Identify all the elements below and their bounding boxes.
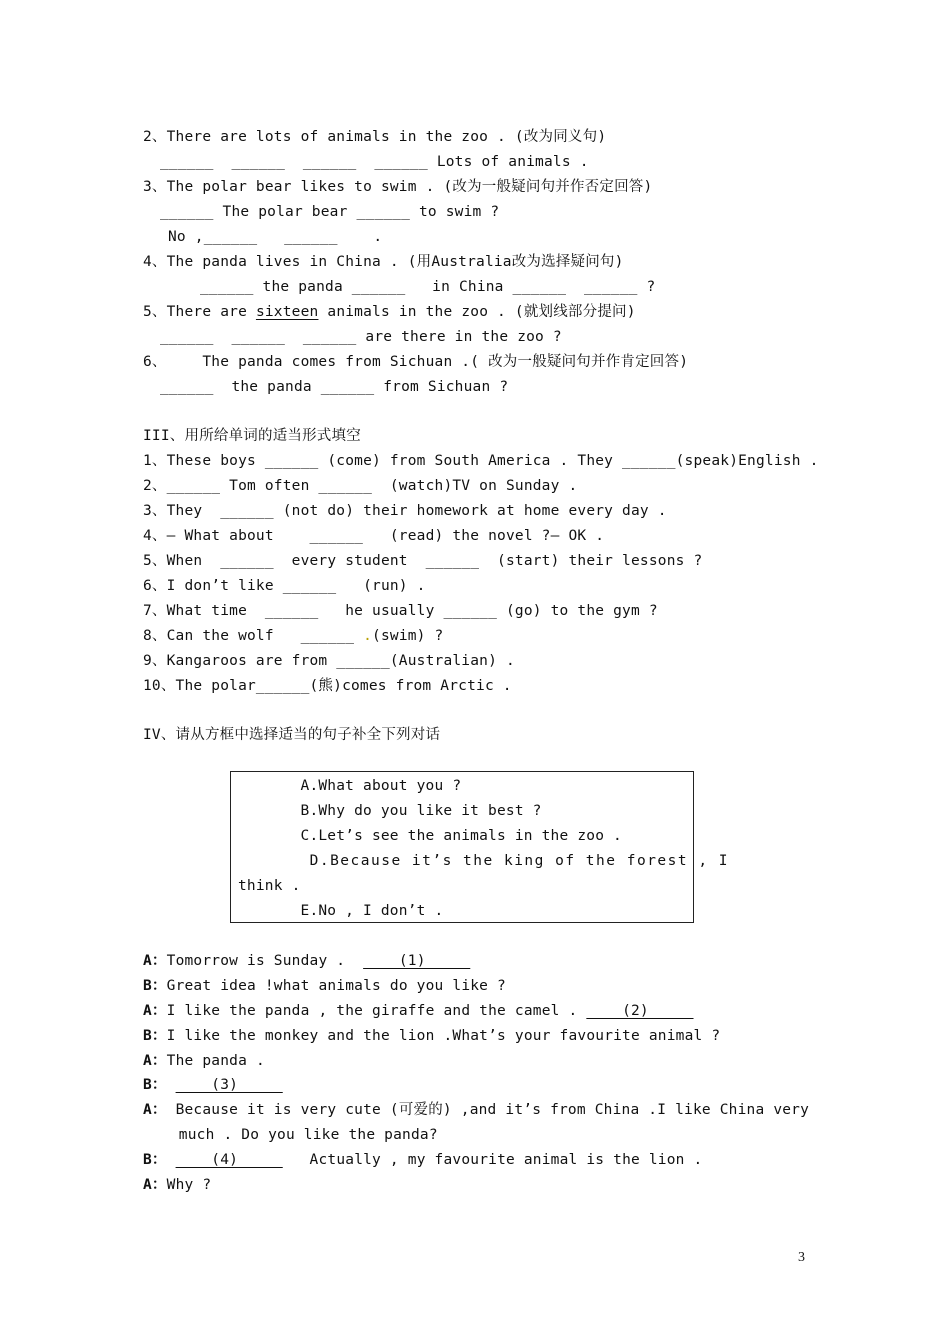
dialogue-line [152, 1126, 438, 1144]
fill-item-8-post: (swim) ? [372, 628, 444, 644]
speaker-label: A： [143, 1177, 167, 1193]
speaker-label: A： [143, 953, 167, 969]
dialogue-blank: (2) [586, 1003, 694, 1019]
fill-item-1: 1、These boys ______ (come) from South America . They ______(speak)English . [143, 453, 819, 469]
speaker-label: A： [143, 1053, 167, 1069]
fill-item-8-pre: 8、Can the wolf ______ [143, 628, 364, 644]
dialogue-line [143, 1002, 694, 1020]
dialogue-line [143, 977, 506, 995]
speaker-label: A： [143, 1102, 167, 1118]
dialogue-text: Tomorrow is Sunday . [166, 953, 364, 969]
fill-item-7: 7、What time ______ he usually ______ (go) to the gym ? [143, 603, 658, 619]
dialogue-line [143, 1101, 809, 1119]
section-4-heading: IV、请从方框中选择适当的句子补全下列对话 [143, 727, 441, 743]
dialogue-text: I like the monkey and the lion .What’s your favourite animal ? [166, 1028, 721, 1044]
question-4: 4、The panda lives in China . (用Australia改为选择疑问句) [143, 254, 624, 270]
answer-6: ______ the panda ______ from Sichuan ? [160, 379, 509, 395]
answer-4: ______ the panda ______ in China ______ ______ ? [200, 279, 656, 295]
section-3-heading: III、用所给单词的适当形式填空 [143, 428, 361, 444]
dialogue-line [143, 1151, 702, 1169]
question-5-pre: 5、There are [143, 304, 256, 320]
answer-3: ______ The polar bear ______ to swim ? [160, 204, 500, 220]
answer-3-reply: No ,______ ______ . [168, 229, 383, 245]
fill-item-5: 5、When ______ every student ______ (start) their lessons ? [143, 553, 703, 569]
question-3: 3、The polar bear likes to swim . (改为一般疑问句并作否定回答) [143, 179, 653, 195]
option-b: B.Why do you like it best ? [238, 803, 542, 819]
option-c: C.Let’s see the animals in the zoo . [238, 828, 622, 844]
dialogue-line [143, 1027, 720, 1045]
option-d: D.Because it’s the king of the forest , I [238, 853, 730, 869]
page-number: 3 [798, 1250, 805, 1265]
speaker-label: B： [143, 1028, 167, 1044]
speaker-label: B： [143, 1077, 167, 1093]
speaker-label: B： [143, 1152, 167, 1168]
fill-item-6: 6、I don’t like ______ (run) . [143, 578, 426, 594]
dialogue-line [143, 1076, 283, 1094]
question-5-post: animals in the zoo . (就划线部分提问) [318, 304, 636, 320]
speaker-label: B： [143, 978, 167, 994]
dialogue-text: Great idea !what animals do you like ? [166, 978, 506, 994]
dialogue-blank: (4) [175, 1152, 283, 1168]
dialogue-text: much . Do you like the panda? [152, 1127, 438, 1143]
question-5 [143, 303, 636, 321]
option-d-cont: think . [238, 878, 301, 894]
dialogue-line [143, 1176, 211, 1194]
dialogue-text [167, 1077, 176, 1093]
fill-item-8-dot: . [363, 628, 373, 644]
underlined-word: sixteen [255, 304, 319, 320]
dialogue-text [167, 1152, 176, 1168]
dialogue-blank: (1) [363, 953, 471, 969]
fill-item-3: 3、They ______ (not do) their homework at home every day . [143, 503, 667, 519]
dialogue-text: I like the panda , the giraffe and the camel . [166, 1003, 587, 1019]
option-e: E.No , I don’t . [238, 903, 444, 919]
answer-2: ______ ______ ______ ______ Lots of animals . [160, 154, 589, 170]
dialogue-text: The panda . [166, 1053, 265, 1069]
dialogue-text: Why ? [166, 1177, 212, 1193]
question-6: 6、 The panda comes from Sichuan .( 改为一般疑问句并作肯定回答) [143, 354, 689, 370]
answer-5: ______ ______ ______ are there in the zoo ? [160, 329, 562, 345]
option-a: A.What about you ? [238, 778, 462, 794]
dialogue-text: Because it is very cute (可爱的) ,and it’s from China .I like China very [166, 1102, 810, 1118]
dialogue-text-post: Actually , my favourite animal is the lion . [282, 1152, 703, 1168]
speaker-label: A： [143, 1003, 167, 1019]
fill-item-2: 2、______ Tom often ______ (watch)TV on Sunday . [143, 478, 578, 494]
fill-item-4: 4、— What about ______ (read) the novel ?— OK . [143, 528, 605, 544]
fill-item-8 [143, 627, 443, 645]
dialogue-line [143, 1052, 265, 1070]
question-2: 2、There are lots of animals in the zoo . (改为同义句) [143, 129, 607, 145]
fill-item-9: 9、Kangaroos are from ______(Australian) . [143, 653, 515, 669]
dialogue-blank: (3) [175, 1077, 283, 1093]
fill-item-10: 10、The polar______(熊)comes from Arctic . [143, 678, 512, 694]
dialogue-line [143, 952, 470, 970]
